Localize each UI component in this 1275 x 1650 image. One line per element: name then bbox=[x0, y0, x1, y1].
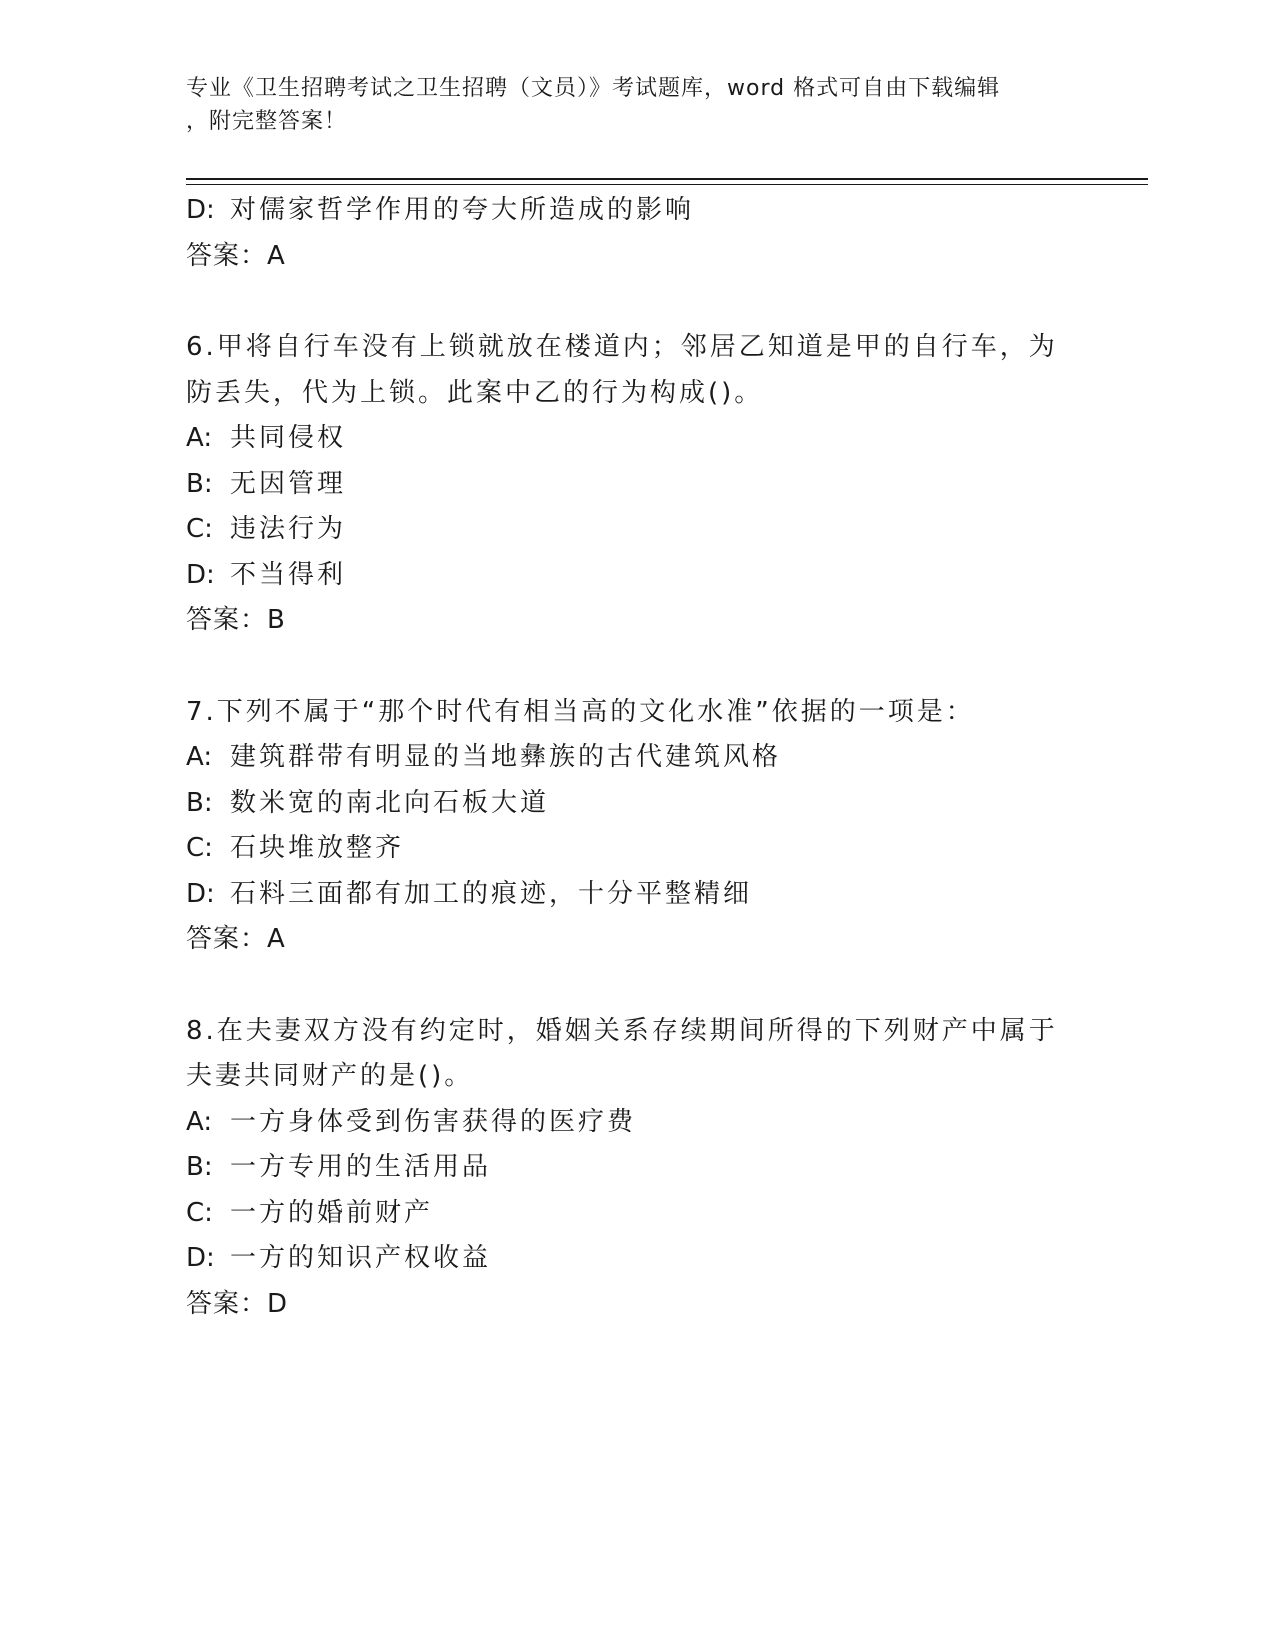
option-letter: D: bbox=[186, 878, 215, 909]
header-line-1: 专业《卫生招聘考试之卫生招聘（文员）》考试题库，word 格式可自由下载编辑 bbox=[186, 76, 1001, 101]
option-text: 石块堆放整齐 bbox=[230, 833, 405, 863]
option-letter: A: bbox=[186, 423, 213, 453]
option-letter: D: bbox=[186, 1243, 215, 1273]
option-b bbox=[186, 781, 1086, 827]
option-text: 数米宽的南北向石板大道 bbox=[230, 787, 550, 818]
option-letter: D: bbox=[186, 559, 215, 590]
option-text: 无因管理 bbox=[230, 468, 347, 499]
header-divider-thin bbox=[186, 184, 1148, 185]
option-d bbox=[186, 188, 1086, 234]
document-header bbox=[186, 72, 1086, 138]
spacer bbox=[186, 963, 1086, 1009]
option-letter: C: bbox=[186, 833, 213, 863]
answer-line: 答案：A bbox=[186, 240, 286, 271]
option-a bbox=[186, 416, 1086, 462]
question-stem: 8.在夫妻双方没有约定时，婚姻关系存续期间所得的下列财产中属于 bbox=[186, 1015, 1058, 1046]
option-letter: A: bbox=[186, 1106, 213, 1137]
option-c bbox=[186, 507, 1086, 553]
answer-line: 答案：D bbox=[186, 1288, 289, 1319]
option-b bbox=[186, 462, 1086, 508]
question-stem: 夫妻共同财产的是()。 bbox=[186, 1061, 474, 1091]
option-b bbox=[186, 1145, 1086, 1191]
header-divider-thick bbox=[186, 178, 1148, 180]
option-c bbox=[186, 1191, 1086, 1237]
spacer bbox=[186, 279, 1086, 325]
question-stem: 6.甲将自行车没有上锁就放在楼道内；邻居乙知道是甲的自行车，为 bbox=[186, 332, 1058, 362]
option-letter: D: bbox=[186, 195, 215, 225]
option-d bbox=[186, 553, 1086, 599]
question-stem: 防丢失，代为上锁。此案中乙的行为构成()。 bbox=[186, 377, 764, 408]
question-8 bbox=[186, 1009, 1086, 1328]
option-text: 对儒家哲学作用的夸大所造成的影响 bbox=[230, 195, 695, 225]
option-letter: C: bbox=[186, 514, 213, 544]
option-letter: A: bbox=[186, 742, 213, 772]
option-letter: B: bbox=[186, 787, 213, 818]
option-text: 共同侵权 bbox=[230, 423, 347, 453]
option-letter: C: bbox=[186, 1197, 213, 1228]
question-stem: 7.下列不属于“那个时代有相当高的文化水准”依据的一项是： bbox=[186, 696, 975, 727]
option-text: 一方身体受到伤害获得的医疗费 bbox=[230, 1106, 637, 1137]
option-text: 违法行为 bbox=[230, 514, 347, 544]
option-text: 石料三面都有加工的痕迹，十分平整精细 bbox=[230, 878, 753, 909]
option-d bbox=[186, 1236, 1086, 1282]
option-a bbox=[186, 1100, 1086, 1146]
spacer bbox=[186, 644, 1086, 690]
option-letter: B: bbox=[186, 468, 213, 499]
answer-line: 答案：A bbox=[186, 924, 286, 954]
option-letter: B: bbox=[186, 1152, 213, 1182]
question-7 bbox=[186, 690, 1086, 963]
option-c bbox=[186, 826, 1086, 872]
option-text: 不当得利 bbox=[230, 559, 347, 590]
option-text: 一方专用的生活用品 bbox=[230, 1152, 492, 1182]
option-text: 建筑群带有明显的当地彝族的古代建筑风格 bbox=[230, 742, 782, 772]
option-d bbox=[186, 872, 1086, 918]
question-6 bbox=[186, 325, 1086, 644]
option-a bbox=[186, 735, 1086, 781]
option-text: 一方的婚前财产 bbox=[230, 1197, 434, 1228]
question-list bbox=[186, 188, 1086, 1327]
option-text: 一方的知识产权收益 bbox=[230, 1243, 492, 1273]
answer-line: 答案：B bbox=[186, 605, 286, 635]
header-line-2: ，附完整答案！ bbox=[186, 109, 348, 134]
